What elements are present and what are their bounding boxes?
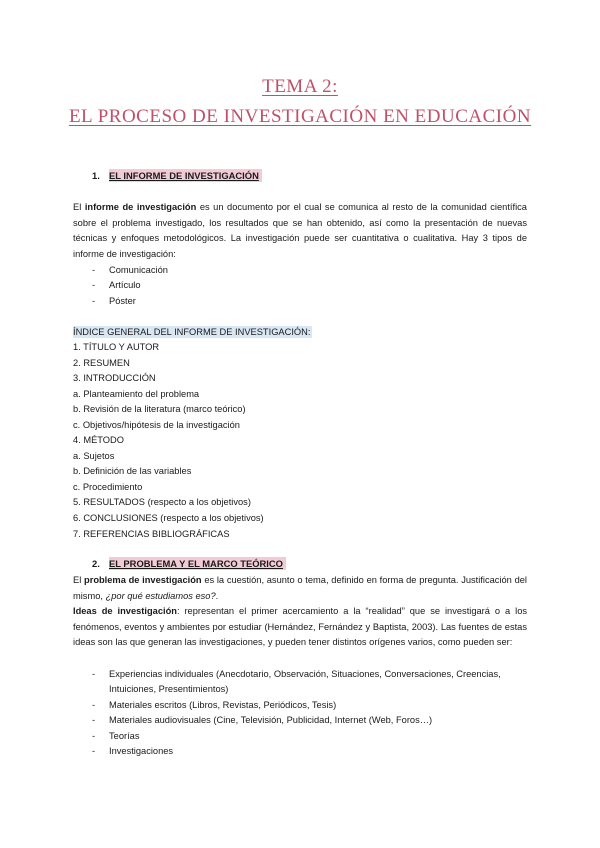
index-item: 2. RESUMEN <box>73 358 130 368</box>
list-item-text: Intuiciones, Presentimientos) <box>109 684 229 694</box>
index-item: 1. TÍTULO Y AUTOR <box>73 342 160 352</box>
title-line-1-text: TEMA 2: <box>262 76 338 97</box>
index-item: a. Planteamiento del problema <box>73 389 200 399</box>
s2-p1-intro: El <box>73 575 82 585</box>
index-item: a. Sujetos <box>73 451 115 461</box>
list-item-text: Materiales audiovisuales (Cine, Televisión, Publicidad, Internet (Web, Foros…) <box>109 715 433 725</box>
index-item: c. Procedimiento <box>73 482 143 492</box>
index-item: b. Revisión de la literatura (marco teórico) <box>73 404 246 414</box>
index-item: c. Objetivos/hipótesis de la investigación <box>73 420 240 430</box>
s2-p2-bold: Ideas de investigación <box>73 606 177 616</box>
title-line-2 <box>0 106 600 128</box>
index-title: ÍNDICE GENERAL DEL INFORME DE INVESTIGACIÓN: <box>73 327 311 337</box>
list-item-text: Investigaciones <box>109 746 174 756</box>
section-1-heading <box>92 170 262 181</box>
s1-intro: El <box>73 202 82 212</box>
section-2-paragraph-1 <box>73 573 527 604</box>
list-item-text: Experiencias individuales (Anecdotario, Observación, Situaciones, Conversaciones, Creencias, <box>109 669 501 679</box>
index-item: b. Definición de las variables <box>73 466 192 476</box>
section-2-paragraph-2 <box>73 604 527 651</box>
section-2-heading <box>92 558 286 569</box>
index-item: 6. CONCLUSIONES (respecto a los objetivos) <box>73 513 264 523</box>
s2-p1-end: . <box>215 590 219 601</box>
section-1-number: 1. <box>92 170 100 181</box>
index-item: 7. REFERENCIAS BIBLIOGRÁFICAS <box>73 529 230 539</box>
section-2-heading-text: EL PROBLEMA Y EL MARCO TEÓRICO <box>109 557 286 570</box>
index-item: 3. INTRODUCCIÓN <box>73 373 156 383</box>
list-item-text: Teorías <box>109 731 140 741</box>
section-1-paragraph <box>73 200 527 262</box>
s2-p1-rest: es la cuestión, asunto o tema, definido en forma de pregunta. Justificación del mismo, <box>73 575 527 601</box>
section-2-number: 2. <box>92 558 100 569</box>
s1-rest: es un documento por el cual se comunica al resto de la comunidad científica sobre el problema investigado, los resultados que se han obtenido, así como la presentación de nuevas técnicas y enfoques metodológicos. La investigación puede ser cuantitativa o cualitativa. Hay 3 tipos de informe de investigación: <box>73 202 527 259</box>
s1-bold-term: informe de investigación <box>84 202 197 212</box>
title-line-1 <box>0 76 600 98</box>
s2-p1-bold: problema de investigación <box>84 575 202 585</box>
list-item-text: Comunicación <box>109 265 168 275</box>
index-item: 5. RESULTADOS (respecto a los objetivos) <box>73 497 251 507</box>
index-item: 4. MÉTODO <box>73 435 124 445</box>
section-1-heading-text: EL INFORME DE INVESTIGACIÓN <box>109 169 262 182</box>
s2-p1-italic: ¿por qué estudiamos eso? <box>105 590 216 601</box>
list-item-text: Póster <box>109 296 136 306</box>
s2-p2-rest: : representan el primer acercamiento a la “realidad” que se investigará o a los fenómenos, eventos y ambientes por estudiar (Hernández, Fernández y Baptista, 2003). Las fuentes de estas ideas son las que generan las investigaciones, y pueden tener distintos orígenes varios, como pueden ser: <box>73 606 528 648</box>
list-item-text: Materiales escritos (Libros, Revistas, Periódicos, Tesis) <box>109 700 337 710</box>
title-line-2-text: EL PROCESO DE INVESTIGACIÓN EN EDUCACIÓN <box>68 106 532 127</box>
list-item-text: Artículo <box>109 280 141 290</box>
